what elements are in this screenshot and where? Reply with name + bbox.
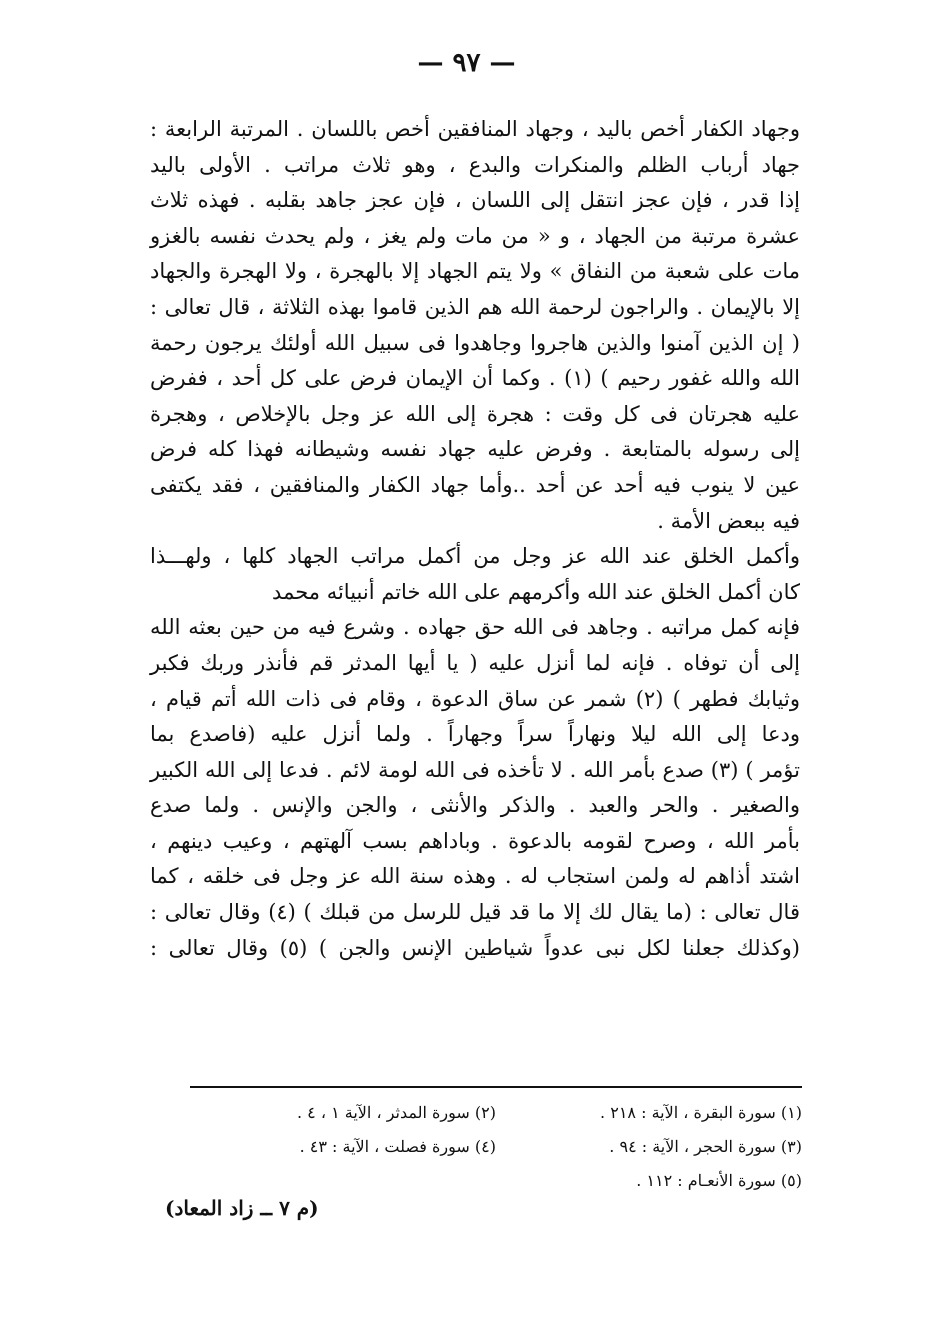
footnote-row xyxy=(190,1164,802,1198)
footnote: (١) سورة البقرة ، الآية : ٢١٨ . xyxy=(600,1103,802,1122)
text-line: عشرة مرتبة من الجهاد ، و « من مات ولم يغز ، ولم يحدث نفسه بالغزو xyxy=(150,223,800,248)
text-line: عين لا ينوب فيه أحد عن أحد ..وأما جهاد الكفار والمنافقين ، فقد يكتفى xyxy=(150,472,800,497)
text-line: فإنه كمل مراتبه . وجاهد فى الله حق جهاده . وشرع فيه من حين بعثه الله xyxy=(150,615,800,640)
text-line: إلى رسوله بالمتابعة . وفرض عليه جهاد نفسه وشيطانه فهذا كله فرض xyxy=(150,437,800,462)
text-line: الله والله غفور رحيم ) (١) . وكما أن الإيمان فرض على كل أحد ، ففرض xyxy=(150,366,800,391)
footnote: (٤) سورة فصلت ، الآية : ٤٣ . xyxy=(299,1137,496,1156)
signature-mark: (م ٧ ــ زاد المعاد) xyxy=(165,1196,319,1220)
body-text xyxy=(150,112,800,966)
text-line: والصغير . والحر والعبد . والذكر والأنثى ، والجن والإنس . ولما صدع xyxy=(150,793,800,818)
footnotes xyxy=(190,1096,802,1198)
page-number: — ٩٧ — xyxy=(417,48,516,78)
text-line: (وكذلك جعلنا لكل نبى عدواً شياطين الإنس والجن ) (٥) وقال تعالى : xyxy=(150,935,801,960)
text-line: قال تعالى : (ما يقال لك إلا ما قد قيل للرسل من قبلك ) (٤) وقال تعالى : xyxy=(150,900,800,925)
footnote-row xyxy=(190,1096,802,1130)
footnote-divider xyxy=(190,1086,802,1088)
text-line: وثيابك فطهر ) (٢) شمر عن ساق الدعوة ، وقام فى ذات الله أتم قيام ، xyxy=(150,686,800,711)
text-line: ( إن الذين آمنوا والذين هاجروا وجاهدوا فى سبيل الله أولئك يرجون رحمة xyxy=(150,330,800,355)
text-line: ودعا إلى الله ليلا ونهاراً سراً وجهاراً . ولما أنزل عليه (فاصدع بما xyxy=(150,722,800,747)
text-line: إلا بالإيمان . والراجون لرحمة الله هم الذين قاموا بهذه الثلاثة ، قال تعالى : xyxy=(150,294,800,319)
text-line: وجهاد الكفار أخص باليد ، وجهاد المنافقين أخص باللسان . المرتبة الرابعة : xyxy=(150,117,800,141)
text-line: تؤمر ) (٣) صدع بأمر الله . لا تأخذه فى الله لومة لائم . فدعا إلى الله الكبير xyxy=(150,757,800,782)
text-line: وأكمل الخلق عند الله عز وجل من أكمل مراتب الجهاد كلها ، ولهـــذا xyxy=(150,544,800,569)
text-line: جهاد أرباب الظلم والمنكرات والبدع ، وهو ثلاث مراتب . الأولى باليد xyxy=(150,152,800,177)
text-line: عليه هجرتان فى كل وقت : هجرة إلى الله عز وجل بالإخلاص ، وهجرة xyxy=(150,401,800,426)
text-line: إذا قدر ، فإن عجز انتقل إلى اللسان ، فإن عجز جاهد بقلبه . فهذه ثلاث xyxy=(150,188,800,213)
footnote-row xyxy=(190,1130,802,1164)
text-line: مات على شعبة من النفاق » ولا يتم الجهاد إلا بالهجرة ، ولا الهجرة والجهاد xyxy=(150,259,800,284)
text-line: كان أكمل الخلق عند الله وأكرمهم على الله خاتم أنبيائه محمد xyxy=(272,579,800,604)
footnote: (٢) سورة المدثر ، الآية ١ ، ٤ . xyxy=(296,1103,496,1122)
text-line: فيه ببعض الأمة . xyxy=(657,508,800,533)
footnote: (٥) سورة الأنعـام : ١١٢ . xyxy=(636,1171,802,1190)
text-line: بأمر الله ، وصرح لقومه بالدعوة . وباداهم بسب آلهتهم ، وعيب دينهم ، xyxy=(150,828,800,853)
text-line: اشتد أذاهم له ولمن استجاب له . وهذه سنة الله عز وجل فى خلقه ، كما xyxy=(150,864,801,889)
footnote: (٣) سورة الحجر ، الآية : ٩٤ . xyxy=(609,1137,802,1156)
text-line: إلى أن توفاه . فإنه لما أنزل عليه ( يا أيها المدثر قم فأنذر وربك فكبر xyxy=(150,650,800,675)
